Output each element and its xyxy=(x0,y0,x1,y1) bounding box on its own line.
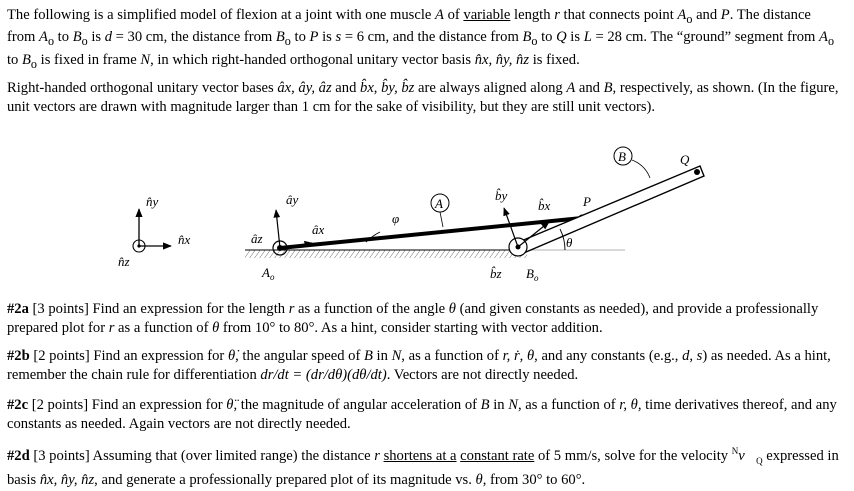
intro-paragraph xyxy=(7,6,842,73)
bases-text: , respectively, as shown. (In the figure, unit vectors are drawn with magnitude larger than 1 cm for the sake of visibility, but they are still unit vectors). xyxy=(7,80,839,115)
p-label: P xyxy=(583,194,591,209)
intro-text: N xyxy=(140,51,151,68)
question-text: [3 points] Assuming that (over limited range) the distance xyxy=(29,447,375,464)
intro-text: d xyxy=(104,29,113,46)
intro-text: B xyxy=(275,29,285,46)
intro-text: L xyxy=(583,29,592,46)
question-text: from 10° to 80°. As a hint, consider starting with vector addition. xyxy=(219,320,603,336)
question-text: θ xyxy=(448,301,456,317)
intro-text: is xyxy=(318,29,336,46)
phi-label: φ xyxy=(392,211,400,226)
intro-text: A xyxy=(677,7,687,23)
question-text: r xyxy=(374,447,380,464)
intro-text: to xyxy=(290,29,310,46)
nz-dot xyxy=(137,244,140,247)
question-text: in xyxy=(489,397,509,413)
question-text: expressed in basis xyxy=(7,447,839,488)
intro-text: that connects point xyxy=(559,7,678,23)
intro-text: o xyxy=(531,34,538,49)
label-a-leader xyxy=(440,212,443,227)
nz-label: n̂z xyxy=(118,254,130,269)
bases-text: Right-handed orthogonal unitary vector bases xyxy=(7,80,278,96)
question-text: , from 30° to 60°. xyxy=(482,471,586,488)
question-text: of 5 mm/s, solve for the velocity xyxy=(534,447,732,464)
question-2d xyxy=(7,442,847,490)
bases-basis-a: âx, ây, âz xyxy=(277,80,332,96)
ao-label xyxy=(261,265,275,282)
question-text-underlined: constant rate xyxy=(460,447,535,464)
bo-label-main: B xyxy=(526,266,534,281)
question-text: r, ṙ, θ xyxy=(502,348,535,364)
question-text: θ xyxy=(212,320,220,336)
intro-text: to xyxy=(537,29,557,46)
bx-label: b̂x xyxy=(538,198,551,213)
intro-text: o xyxy=(47,34,55,49)
question-number: #2c xyxy=(7,397,29,413)
question-text: , and generate a professionally prepared plot of its magnitude vs. xyxy=(94,471,476,488)
ay-label: ây xyxy=(286,192,299,207)
question-text: θ̇ xyxy=(227,348,236,364)
question-text: as a function of the angle xyxy=(294,301,449,317)
intro-text: o xyxy=(284,34,291,49)
label-a-text: A xyxy=(435,196,443,211)
intro-text: B xyxy=(22,51,31,68)
question-text: in xyxy=(372,348,392,364)
intro-text: B xyxy=(72,29,82,46)
question-text-underlined: shortens at a xyxy=(383,447,457,464)
question-2a xyxy=(7,300,847,338)
bases-text: and xyxy=(575,80,604,96)
question-text: , the angular speed of xyxy=(235,348,364,364)
intro-text: A xyxy=(819,29,828,46)
velocity-symbol: v⃗ xyxy=(738,447,757,464)
question-2c xyxy=(7,396,847,434)
intro-text: = 30 cm, the distance from xyxy=(112,29,276,46)
theta-label: θ xyxy=(566,235,573,250)
bases-paragraph xyxy=(7,79,842,116)
question-number: #2b xyxy=(7,348,30,364)
intro-text: to xyxy=(7,51,22,68)
label-b-text: B xyxy=(618,149,626,164)
intro-text: P xyxy=(720,7,730,23)
bases-text: A xyxy=(566,80,576,96)
velocity-point: Q xyxy=(756,455,763,466)
chain-rule: dr/dt = (dr/dθ)(dθ/dt) xyxy=(260,367,387,383)
intro-text: of xyxy=(443,7,464,23)
intro-text: is xyxy=(566,29,584,46)
intro-text: s xyxy=(335,29,342,46)
intro-basis-n: n̂x, n̂y, n̂z xyxy=(474,51,530,68)
joint-diagram xyxy=(0,140,854,290)
intro-text: o xyxy=(686,11,693,26)
ground-hatch xyxy=(245,250,527,258)
question-text: , the magnitude of angular acceleration of xyxy=(233,397,481,413)
intro-text: to xyxy=(54,29,73,46)
q-label: Q xyxy=(680,152,690,167)
question-text: n̂x, n̂y, n̂z xyxy=(39,471,95,488)
intro-text: P xyxy=(309,29,319,46)
bo-label xyxy=(526,266,539,283)
bz-label: b̂z xyxy=(490,266,502,281)
intro-text: A xyxy=(435,7,444,23)
ao-label-sub: o xyxy=(269,272,275,282)
label-b-leader xyxy=(632,160,650,178)
question-text: N xyxy=(391,348,402,364)
nx-label: n̂x xyxy=(178,232,191,247)
intro-text: o xyxy=(81,34,88,49)
bases-text: and xyxy=(331,80,361,96)
question-text: , as a function of xyxy=(517,397,620,413)
ao-label-main: A xyxy=(262,265,270,280)
bases-text: B xyxy=(603,80,613,96)
intro-text: is fixed in frame xyxy=(37,51,141,68)
intro-text: The following is a simplified model of flexion at a joint with one muscle xyxy=(7,7,436,23)
intro-text: Q xyxy=(556,29,567,46)
intro-text: , in which right-handed orthogonal unitary vector basis xyxy=(150,51,475,68)
question-text: θ̈ xyxy=(226,397,234,413)
intro-text: A xyxy=(39,29,48,46)
question-text: (and given constants as needed), and provide a professionally prepared plot for xyxy=(7,301,819,336)
intro-text: B xyxy=(522,29,532,46)
question-text: r xyxy=(288,301,295,317)
question-text: , time derivatives thereof, and any constants as needed. Again vectors are not directly needed. xyxy=(7,397,837,432)
a-frame xyxy=(251,192,325,248)
question-text: [3 points] Find an expression for the length xyxy=(28,301,289,317)
intro-text: length xyxy=(510,7,555,23)
intro-text: o xyxy=(827,34,835,49)
intro-text: r xyxy=(554,7,560,23)
question-text: . Vectors are not directly needed. xyxy=(386,367,579,383)
question-number: #2a xyxy=(7,301,29,317)
intro-text: and xyxy=(692,7,721,23)
question-text: as a function of xyxy=(114,320,213,336)
question-text: B xyxy=(480,397,490,413)
question-text: θ xyxy=(475,471,483,488)
ax-label: âx xyxy=(312,222,325,237)
q-point xyxy=(694,169,700,175)
n-frame xyxy=(118,194,191,269)
question-text: [2 points] Find an expression for xyxy=(29,348,228,364)
intro-text: o xyxy=(30,56,37,71)
question-text: N xyxy=(508,397,518,413)
question-text: , as a function of xyxy=(401,348,503,364)
by-label: b̂y xyxy=(495,188,508,203)
question-text: , and any constants (e.g., xyxy=(534,348,683,364)
question-text: ) as needed. As a hint, remember the chain rule for differentiation xyxy=(7,348,831,383)
intro-text-underlined: variable xyxy=(463,7,511,23)
intro-text: = 28 cm. The “ground” segment from xyxy=(591,29,820,46)
question-2b xyxy=(7,347,847,385)
question-text: r xyxy=(108,320,115,336)
az-label: âz xyxy=(251,231,263,246)
ny-label: n̂y xyxy=(146,194,159,209)
question-text: [2 points] Find an expression for xyxy=(28,397,227,413)
question-text: B xyxy=(363,348,373,364)
question-number: #2d xyxy=(7,447,30,464)
question-text: d, s xyxy=(682,348,703,364)
intro-text: = 6 cm, and the distance from xyxy=(341,29,523,46)
bases-basis-b: b̂x, b̂y, b̂z xyxy=(360,80,415,96)
ao-point xyxy=(277,245,283,251)
intro-text: is xyxy=(87,29,105,46)
bo-label-sub: o xyxy=(533,273,539,283)
bases-text: are always aligned along xyxy=(414,80,567,96)
velocity-frame: N xyxy=(731,446,739,456)
intro-text: . The distance from xyxy=(7,7,811,46)
question-text: r, θ xyxy=(619,397,638,413)
intro-text: is fixed. xyxy=(529,51,580,68)
